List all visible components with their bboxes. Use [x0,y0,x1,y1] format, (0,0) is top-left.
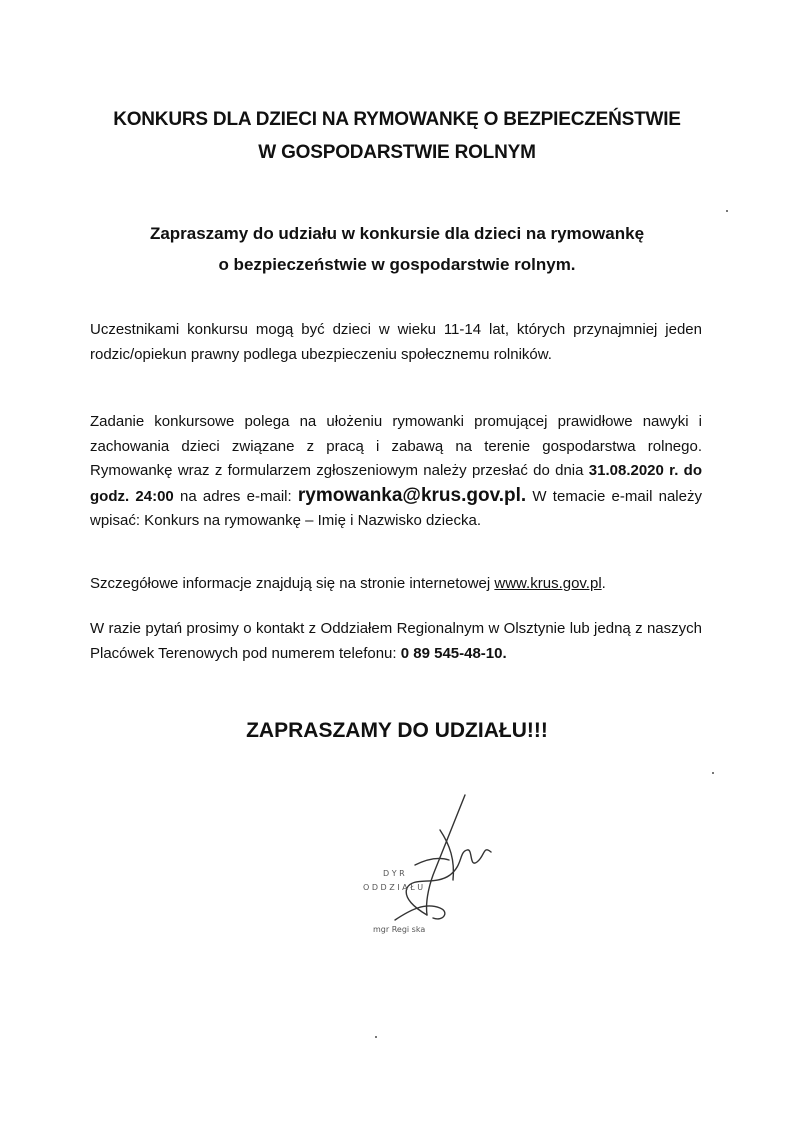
task-text: Zadanie konkursowe polega na ułożeniu rymowanki promującej prawidłowe nawyki i zachowania dzieci związane z pracą i zabawą na terenie gospodarstwa rolnego. Rymowankę wraz z formularzem zgłoszeniowym należy przesłać do dnia [90,413,702,479]
document-title [60,103,734,169]
title-line-1: KONKURS DLA DZIECI NA RYMOWANKĘ O BEZPIECZEŃSTWIE [113,109,681,130]
svg-text:O D D Z I A Ł U: O D D Z I A Ł U [363,883,424,892]
scan-speck [375,1036,377,1038]
svg-text:D Y R: D Y R [383,869,405,878]
details-end: . [601,575,606,592]
details-paragraph [90,572,702,597]
subject-text: W temacie e-mail należy wpisać: Konkurs na rymowankę – Imię i Nazwisko dziecka. [90,487,702,529]
participants-paragraph: Uczestnikami konkursu mogą być dzieci w wieku 11-14 lat, których przynajmniej jeden rodzic/opiekun prawny podlega ubezpieczeniu społecznemu rolników. [90,321,702,363]
address-intro-text: na adres e-mail: [179,487,292,505]
scan-speck [726,210,728,212]
details-text: Szczegółowe informacje znajdują się na stronie internetowej [90,575,491,592]
closing-invitation: ZAPRASZAMY DO UDZIAŁU!!! [246,719,548,742]
svg-text:mgr Regi ska: mgr Regi ska [373,925,426,934]
contact-text: W razie pytań prosimy o kontakt z Oddziałem Regionalnym w Olsztynie lub jedną z naszych Placówek Terenowych pod numerem telefonu: [90,620,702,662]
website-link[interactable]: www.krus.gov.pl [494,575,602,592]
subtitle-line-2: o bezpieczeństwie w gospodarstwie rolnym. [218,255,576,274]
title-line-2: W GOSPODARSTWIE ROLNYM [258,142,536,163]
signature-stamp-image [355,790,515,950]
deadline-text: 31.08.2020 r. do godz. 24:00 [90,462,702,505]
phone-number: 0 89 545-48-10. [400,644,507,662]
task-paragraph [90,410,702,534]
contest-email[interactable]: rymowanka@krus.gov.pl. [297,484,527,506]
contact-paragraph [90,617,702,666]
scan-speck [712,772,714,774]
document-subtitle [60,218,734,280]
subtitle-line-1: Zapraszamy do udziału w konkursie dla dzieci na rymowankę [149,224,645,243]
